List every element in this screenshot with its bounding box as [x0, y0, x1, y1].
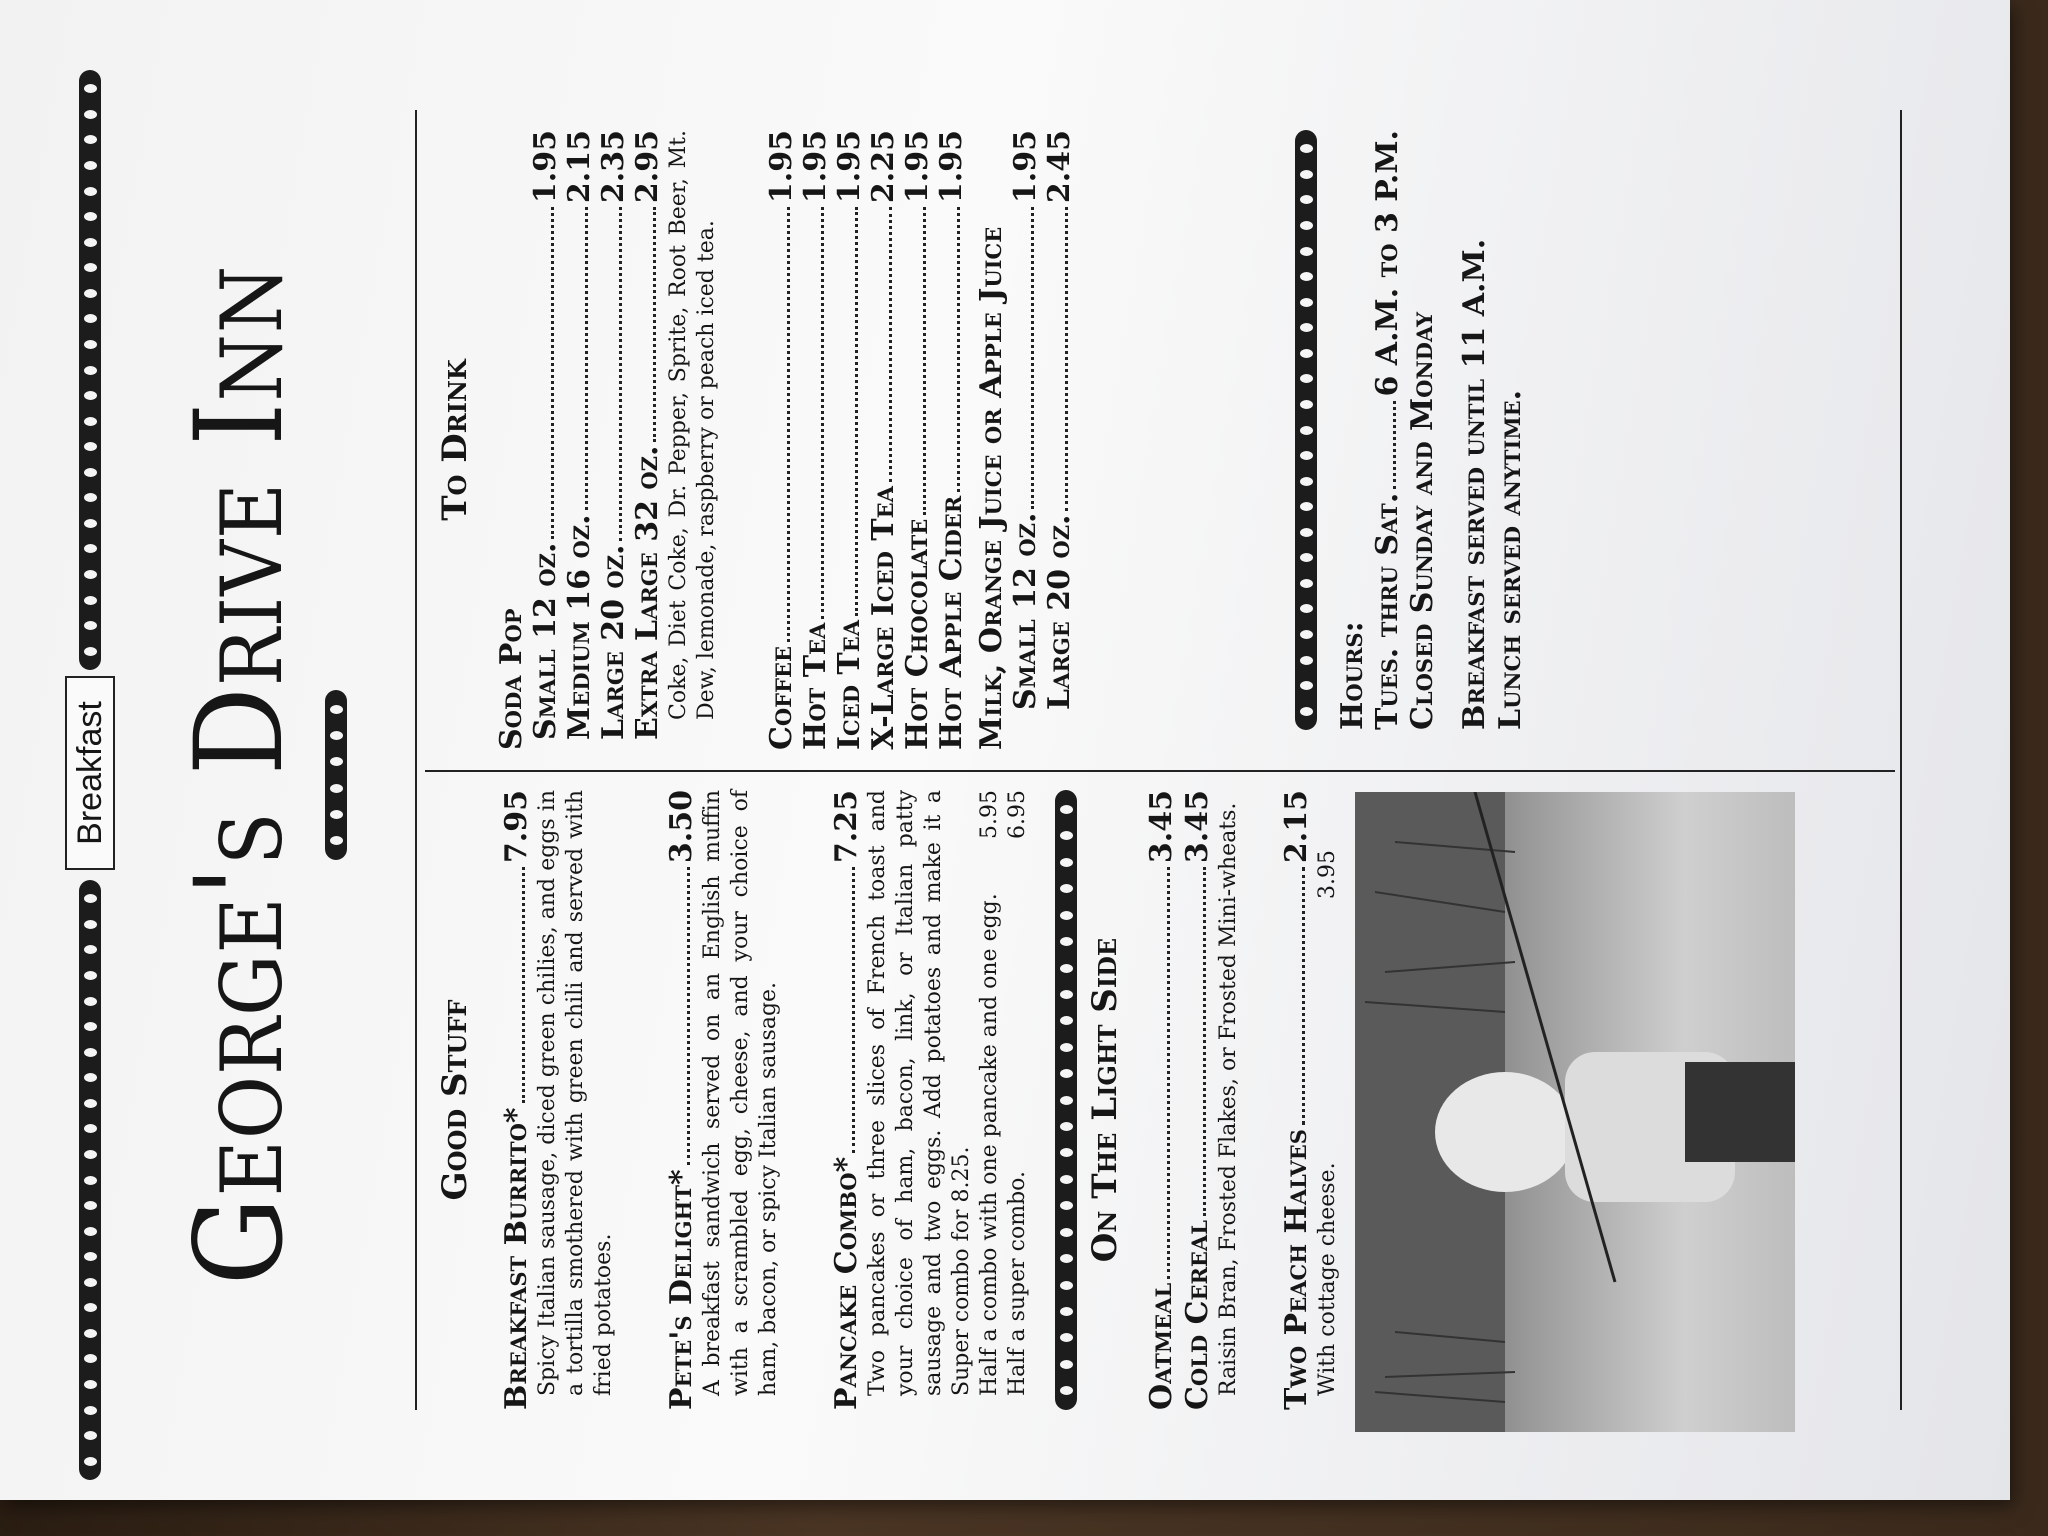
hours-section: Hours: Tues. thru Sat. 6 A.M. to 3 P.M. Closed Sunday and Monday Breakfast served until 11 A.M. Lunch served anytime.	[1335, 130, 1528, 730]
item-price: 7.95	[499, 790, 534, 864]
item-name: Breakfast Burrito*	[499, 1107, 534, 1410]
good-stuff-heading: Good Stuff	[435, 999, 475, 1201]
milk-size: Small 12 oz. 1.95	[1008, 130, 1043, 710]
soda-pop-heading: Soda Pop	[494, 608, 529, 750]
title-ornament	[325, 690, 347, 860]
soda-size: Extra Large 32 oz. 2.95	[630, 130, 665, 740]
drinks-list	[765, 130, 1077, 750]
menu-item-petes-delight	[665, 790, 783, 1410]
to-drink-heading: To Drink	[435, 359, 475, 521]
drink-item: Hot Tea 1.95	[798, 130, 833, 750]
menu-page	[55, 60, 1945, 1490]
sub-item: Half a super combo. 6.95	[1005, 790, 1030, 1396]
item-price: 3.50	[664, 790, 699, 864]
soda-size: Large 20 oz. 2.35	[596, 130, 631, 740]
item-description: Two pancakes or three slices of French toast and your choice of ham, bacon, link, or Italian patty sausage and two eggs. Add potatoes and make it a Super combo for 8.25.	[865, 790, 974, 1396]
light-side-heading: On The Light Side	[1085, 937, 1125, 1263]
drink-item: Coffee 1.95	[764, 130, 799, 750]
chain-divider-right	[1295, 130, 1317, 730]
menu-item-peach-halves: Two Peach Halves 2.15 With cottage cheese. 3.95	[1279, 790, 1340, 1410]
menu-item-cold-cereal: Cold Cereal 3.45 Raisin Bran, Frosted Flakes, or Frosted Mini-wheats.	[1180, 790, 1241, 1410]
item-price: 7.25	[829, 790, 864, 864]
breakfast-tab: Breakfast	[65, 676, 115, 870]
menu-item-breakfast-burrito	[500, 790, 618, 1410]
chain-border-top-right	[79, 70, 101, 670]
hours-heading: Hours:	[1335, 621, 1370, 730]
drink-item: Hot Chocolate 1.95	[900, 130, 935, 750]
soda-flavors: Coke, Diet Coke, Dr. Pepper, Sprite, Root Beer, Mt. Dew, lemonade, raspberry or peach iced tea.	[666, 130, 719, 720]
item-description: Spicy Italian sausage, diced green chilies, and eggs in a tortilla smothered with green chili and served with fried potatoes.	[535, 790, 616, 1396]
restaurant-title: George's Drive Inn	[168, 264, 310, 1286]
milk-heading: Milk, Orange Juice or Apple Juice	[974, 226, 1009, 750]
divider-top	[415, 110, 417, 1410]
drink-item: Hot Apple Cider 1.95	[934, 130, 969, 750]
sub-item: Half a combo with one pancake and one egg. 5.95	[977, 790, 1002, 1396]
photo-art	[1355, 792, 1795, 1432]
column-divider	[425, 770, 1895, 772]
drink-item: Iced Tea 1.95	[832, 130, 867, 750]
menu-item-oatmeal: Oatmeal 3.45	[1144, 790, 1179, 1410]
soda-size: Medium 16 oz. 2.15	[562, 130, 597, 740]
item-name: Pete's Delight*	[664, 1169, 699, 1410]
item-name: Pancake Combo*	[829, 1156, 864, 1410]
divider-bottom	[1900, 110, 1902, 1410]
item-description: A breakfast sandwich served on an English muffin with a scrambled egg, cheese, and your choice of ham, bacon, or spicy Italian sausage.	[700, 790, 781, 1396]
chain-divider-left	[1055, 790, 1077, 1410]
milk-size: Large 20 oz. 2.45	[1042, 130, 1077, 710]
soda-size: Small 12 oz. 1.95	[528, 130, 563, 740]
fisherman-photo	[1355, 792, 1795, 1432]
menu-item-pancake-combo	[830, 790, 1032, 1410]
chain-border-top-left	[79, 880, 101, 1480]
soda-pop-section	[495, 130, 721, 750]
drink-item: X-Large Iced Tea 2.25	[866, 130, 901, 750]
